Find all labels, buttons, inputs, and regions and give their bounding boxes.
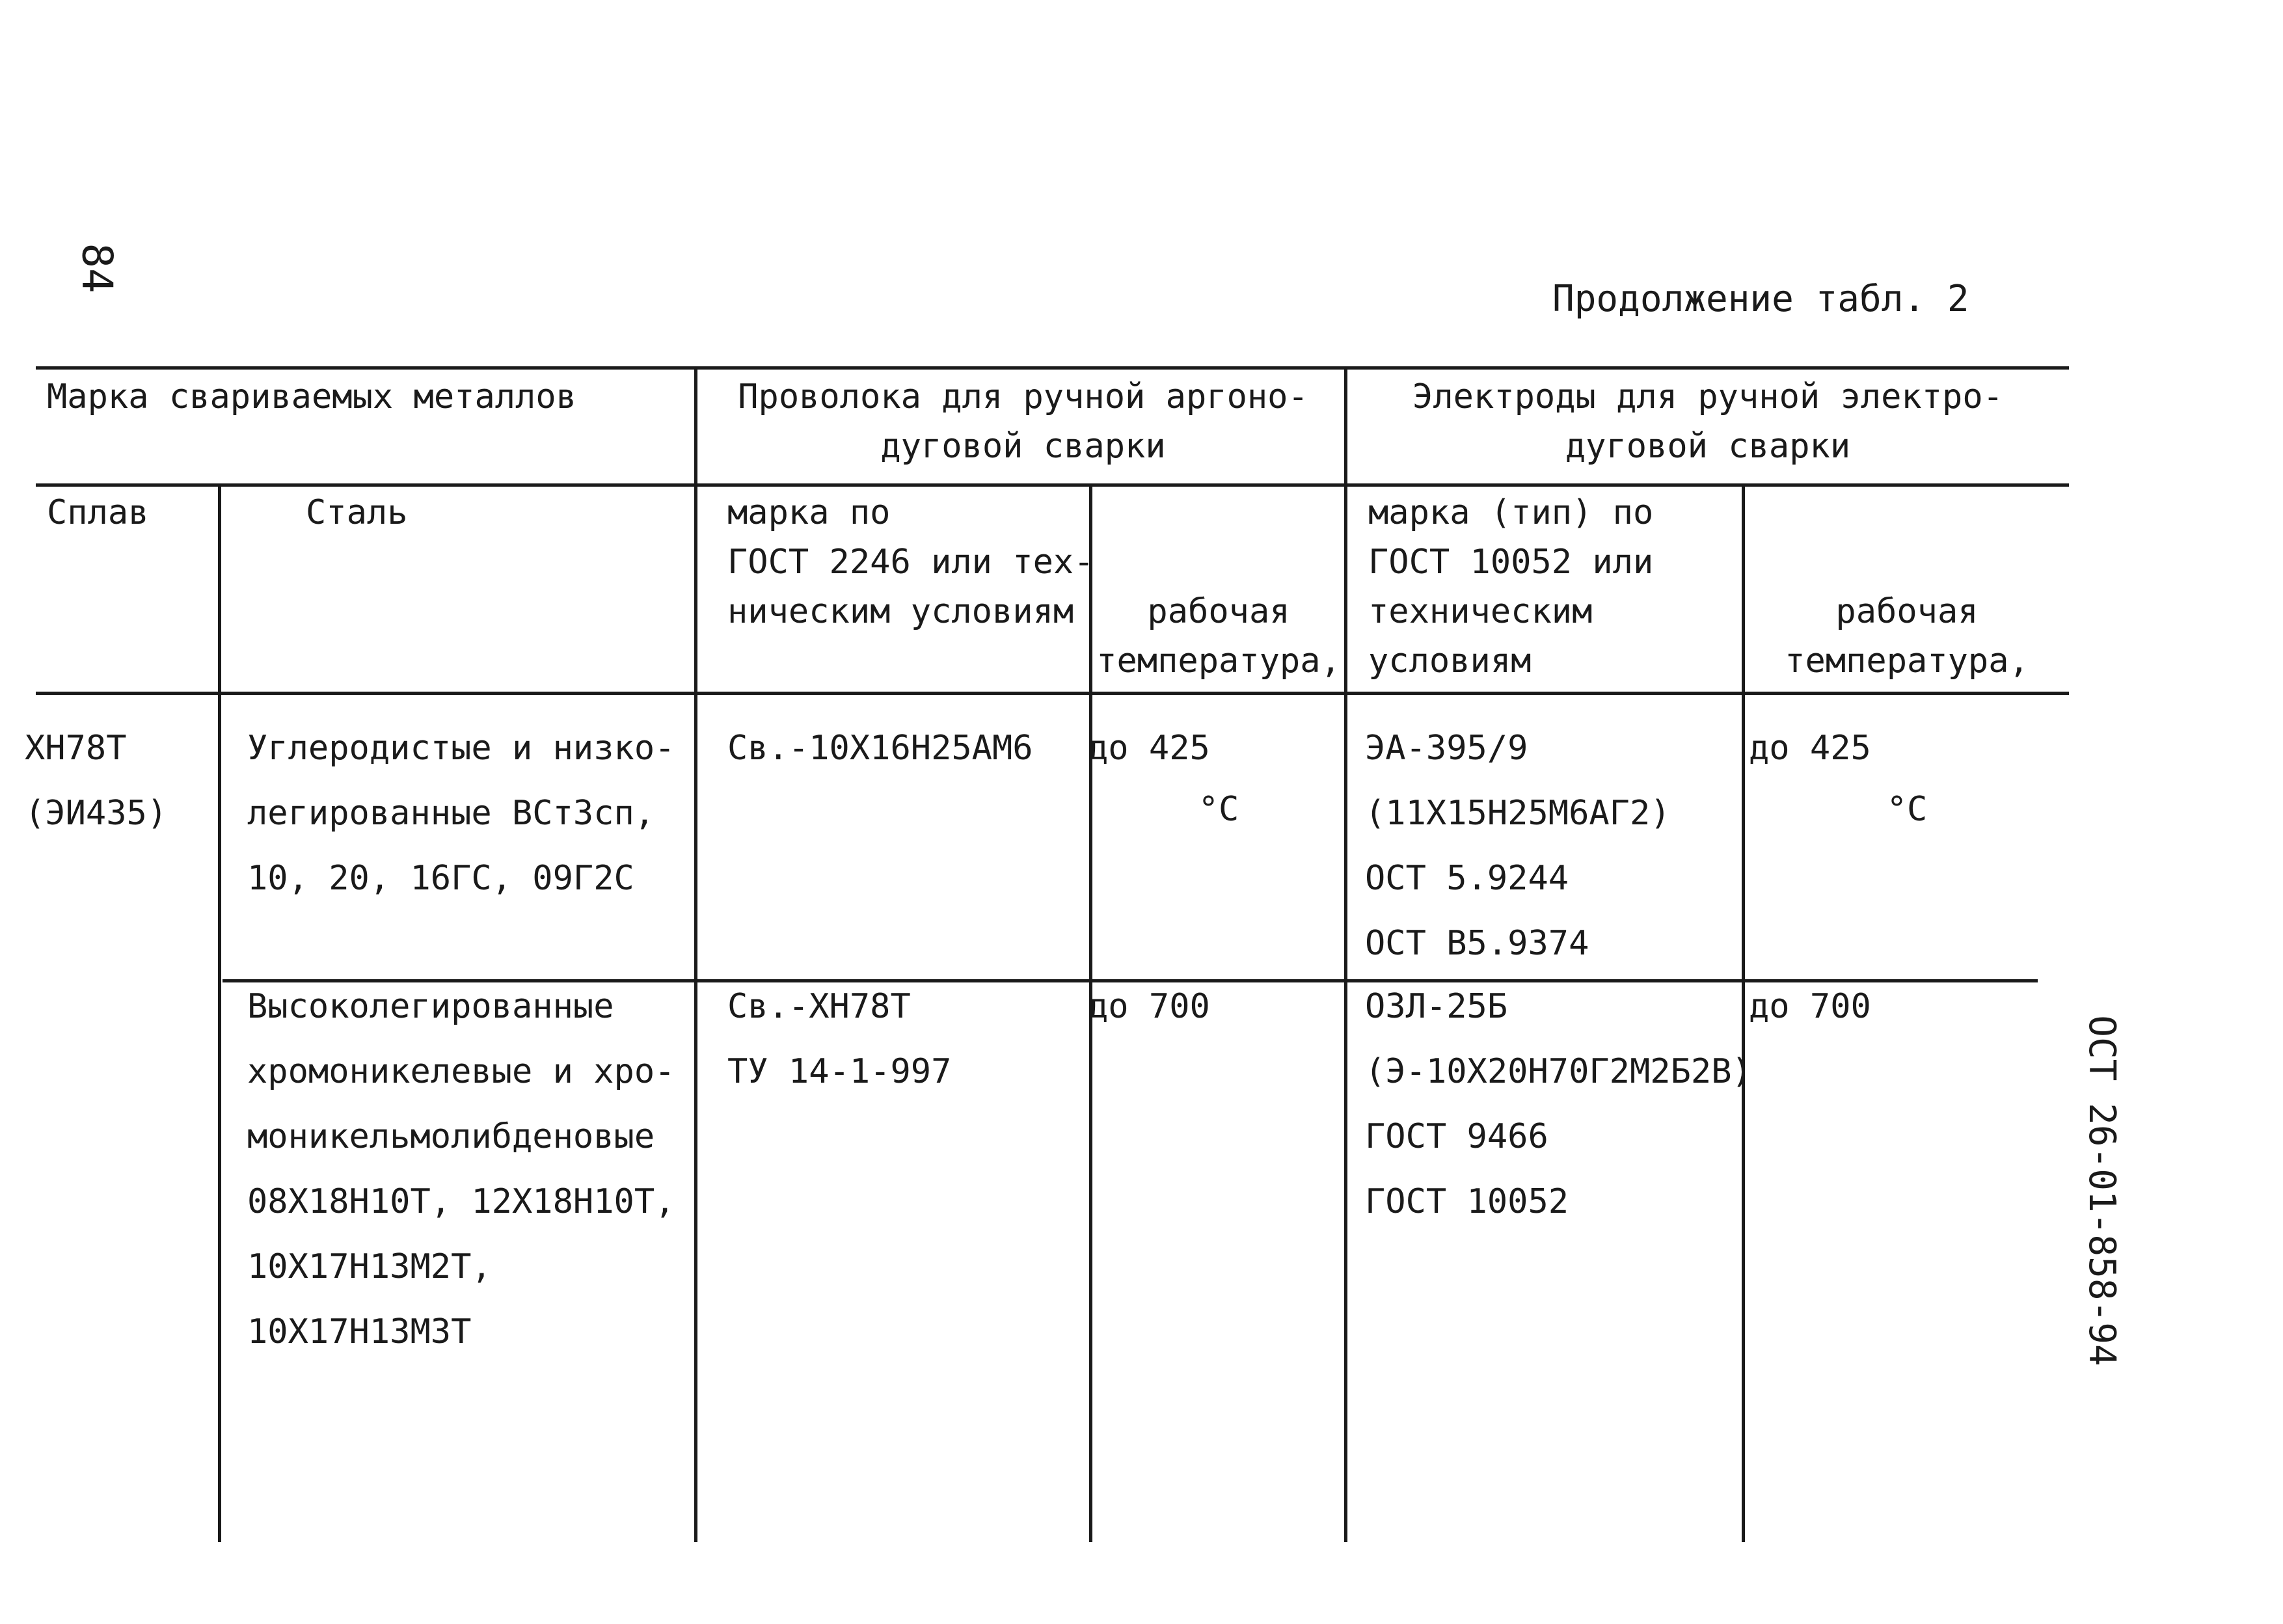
header-metals: Марка свариваемых металлов — [47, 377, 576, 416]
header-electrode-grade: марка (тип) по ГОСТ 10052 или техническим условиям — [1368, 493, 1654, 681]
col-rule-alloy-steel — [218, 483, 221, 1542]
col-rule-steel-wire — [694, 366, 697, 1542]
header-wire-temp-unit: °C — [1198, 790, 1239, 829]
side-document-code: ОСТ 26-01-858-94 — [2081, 1015, 2123, 1366]
header-mid-rule — [36, 483, 2069, 487]
header-alloy: Сплав — [47, 493, 149, 532]
header-electrode-temp-unit: °C — [1886, 790, 1928, 829]
table-top-rule — [36, 366, 2069, 370]
header-electrode-temp-label: рабочая температура, — [1785, 592, 2029, 681]
row-2-steel: Высоколегированные хромоникелевые и хро- моникельмолибденовые 08Х18Н10Т, 12Х18Н10Т, 10Х17Н13М2Т, 10Х17Н13М3Т — [247, 987, 675, 1351]
row-1-steel: Углеродистые и низко- легированные ВСт3сп, 10, 20, 16ГС, 09Г2С — [247, 729, 675, 898]
col-rule-wire-electrode — [1344, 366, 1347, 1542]
row-1-electrode-temp: до 425 — [1749, 729, 1871, 768]
row-1-electrode-grade: ЭА-395/9 (11Х15Н25М6АГ2) ОСТ 5.9244 ОСТ В5.9374 — [1365, 729, 1671, 963]
row-2-electrode-grade: ОЗЛ-25Б (Э-10Х20Н70Г2М2Б2В) ГОСТ 9466 ГОСТ 10052 — [1365, 987, 1752, 1221]
table-continuation-caption: Продолжение табл. 2 — [1552, 278, 1969, 320]
row-1-wire-temp: до 425 — [1088, 729, 1210, 768]
header-wire-grade: марка по ГОСТ 2246 или тех- ническим условиям — [727, 493, 1094, 631]
header-wire-temp-label: рабочая температура, — [1096, 592, 1341, 681]
header-steel: Сталь — [306, 493, 408, 532]
header-electrode-temp — [1748, 488, 2066, 933]
row-1-wire-grade: Св.-10Х16Н25АМ6 — [727, 729, 1033, 768]
row-2-wire-temp: до 700 — [1088, 987, 1210, 1026]
row-2-wire-grade: Св.-ХН78Т ТУ 14-1-997 — [727, 987, 952, 1091]
row-2-electrode-temp: до 700 — [1749, 987, 1871, 1026]
alloy-cell: ХН78Т (ЭИ435) — [25, 729, 168, 833]
page-number: 84 — [72, 243, 121, 293]
header-electrodes: Электроды для ручной электро- дуговой сварки — [1412, 377, 2003, 466]
header-wire-temp — [1096, 488, 1342, 933]
header-wire: Проволока для ручной аргоно- дуговой сварки — [738, 377, 1308, 466]
